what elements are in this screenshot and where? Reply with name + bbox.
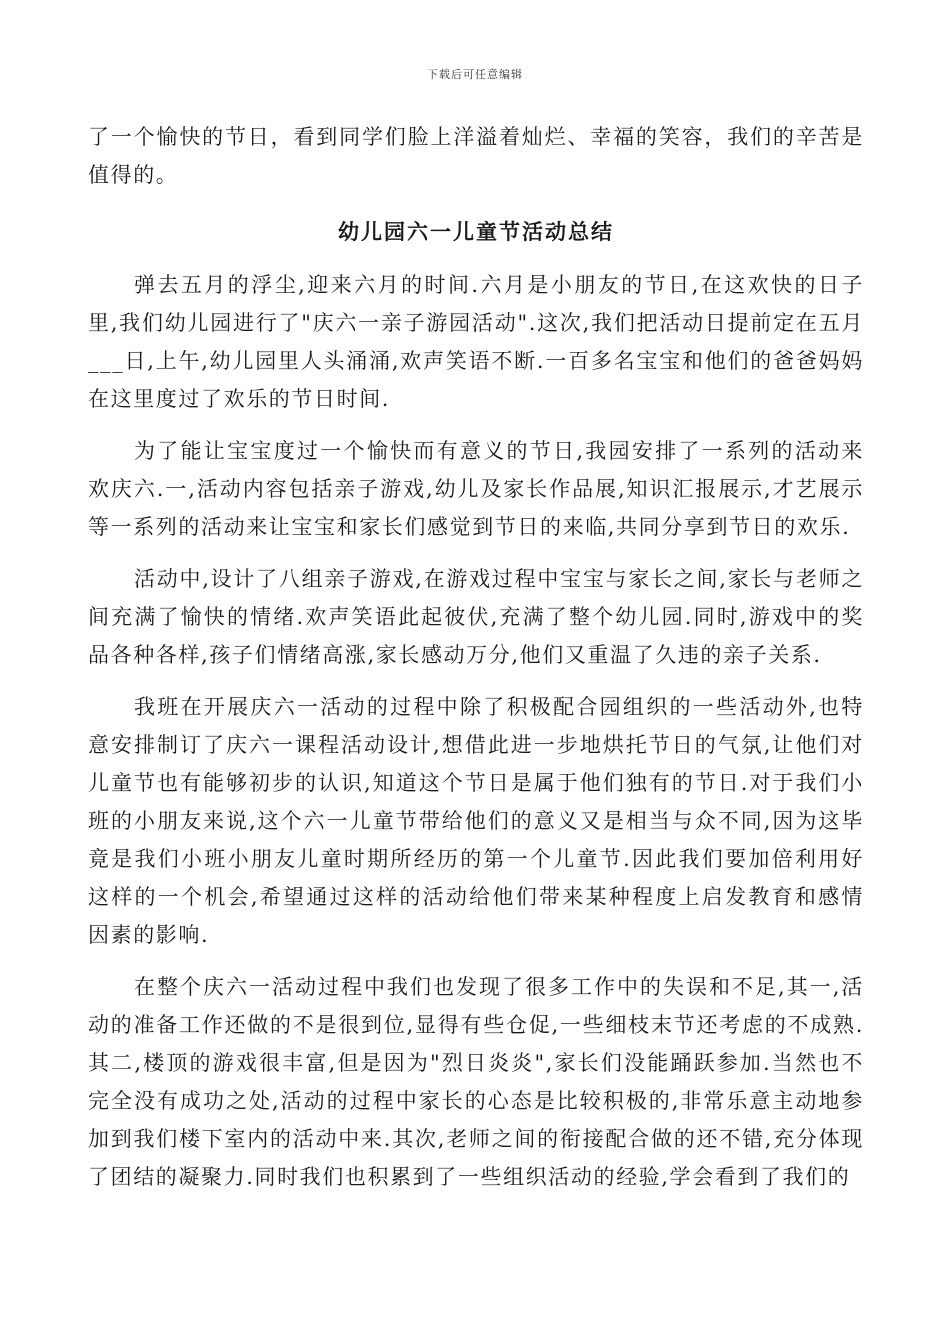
document-body [88, 118, 864, 1196]
paragraph-1: 弹去五月的浮尘,迎来六月的时间.六月是小朋友的节日,在这欢快的日子里,我们幼儿园进行了"庆六一亲子游园活动".这次,我们把活动日提前定在五月___日,上午,幼儿园里人头涌涌,欢声笑语不断.一百多名宝宝和他们的爸爸妈妈在这里度过了欢乐的节日时间. [88, 273, 864, 411]
paragraph-3: 活动中,设计了八组亲子游戏,在游戏过程中宝宝与家长之间,家长与老师之间充满了愉快的情绪.欢声笑语此起彼伏,充满了整个幼儿园.同时,游戏中的奖品各种各样,孩子们情绪高涨,家长感动万分,他们又重温了久违的亲子关系. [88, 567, 864, 667]
continuation-paragraph: 了一个愉快的节日，看到同学们脸上洋溢着灿烂、幸福的笑容，我们的辛苦是值得的。 [88, 125, 864, 187]
header-note: 下载后可任意编辑 [427, 68, 523, 81]
paragraph-4: 我班在开展庆六一活动的过程中除了积极配合园组织的一些活动外,也特意安排制订了庆六一课程活动设计,想借此进一步地烘托节日的气氛,让他们对儿童节也有能够初步的认识,知道这个节日是属于他们独有的节日.对于我们小班的小朋友来说,这个六一儿童节带给他们的意义又是相当与众不同,因为这毕竟是我们小班小朋友儿童时期所经历的第一个儿童节.因此我们要加倍利用好这样的一个机会,希望通过这样的活动给他们带来某种程度上启发教育和感情因素的影响. [88, 695, 864, 947]
paragraph-5: 在整个庆六一活动过程中我们也发现了很多工作中的失误和不足,其一,活动的准备工作还做的不是很到位,显得有些仓促,一些细枝末节还考虑的不成熟.其二,楼顶的游戏很丰富,但是因为"烈日炎炎",家长们没能踊跃参加.当然也不完全没有成功之处,活动的过程中家长的心态是比较积极的,非常乐意主动地参加到我们楼下室内的活动中来.其次,老师之间的衔接配合做的还不错,充分体现了团结的凝聚力.同时我们也积累到了一些组织活动的经验,学会看到了我们的 [88, 975, 864, 1189]
paragraph-2: 为了能让宝宝度过一个愉快而有意义的节日,我园安排了一系列的活动来欢庆六.一,活动内容包括亲子游戏,幼儿及家长作品展,知识汇报展示,才艺展示等一系列的活动来让宝宝和家长们感觉到节日的来临,共同分享到节日的欢乐. [88, 439, 864, 539]
document-title: 幼儿园六一儿童节活动总结 [338, 219, 614, 244]
